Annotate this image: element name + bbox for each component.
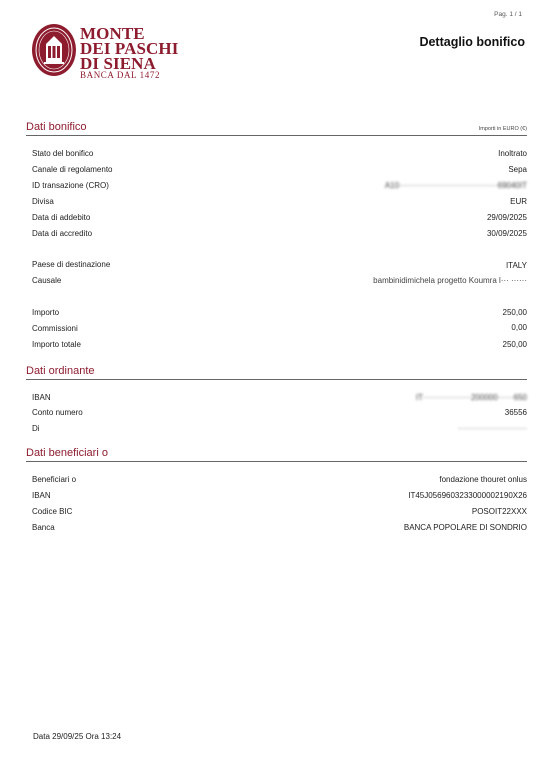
field-value: 36556 — [504, 408, 527, 417]
footer-date: Data 29/09/25 Ora 13:24 — [33, 732, 122, 741]
field-value: fondazione thouret onlus — [439, 475, 527, 484]
field-label: Di — [32, 424, 40, 433]
page-title: Dettaglio bonifico — [419, 35, 525, 49]
section-divider — [26, 379, 527, 380]
logo-text-banca-dal: BANCA DAL 1472 — [80, 70, 161, 80]
field-label: Beneficiari o — [32, 475, 77, 484]
field-value: Sepa — [508, 165, 527, 174]
field-value: 250,00 — [502, 308, 527, 317]
field-label: Divisa — [32, 197, 54, 206]
bank-seal-logo-icon — [30, 22, 78, 78]
logo-text-monte: MONTE — [80, 24, 145, 43]
field-label: IBAN — [32, 393, 51, 402]
field-label: Importo totale — [32, 340, 81, 349]
field-value-masked: ·························· — [457, 424, 527, 433]
currency-note: Importi in EURO (€) — [478, 126, 527, 132]
field-label: Data di accredito — [32, 229, 93, 238]
section-title-dati-ordinante: Dati ordinante — [26, 365, 95, 377]
field-value: IT45J0569603233000002190X26 — [408, 491, 527, 500]
field-value: POSOIT22XXX — [471, 507, 527, 516]
field-label: Stato del bonifico — [32, 149, 94, 158]
section-title-dati-beneficiario: Dati beneficiari o — [26, 447, 108, 459]
field-label: Banca — [32, 523, 55, 532]
field-label: Canale di regolamento — [32, 165, 113, 174]
field-label: Paese di destinazione — [32, 260, 111, 269]
field-value-masked: IT··················200000······650 — [415, 393, 527, 402]
field-label: Codice BIC — [32, 507, 73, 516]
section-divider — [26, 135, 527, 136]
field-value: bambinidimichela progetto Koumra l··· ······ — [373, 276, 527, 285]
section-title-dati-bonifico: Dati bonifico — [26, 121, 87, 133]
page-number: Pag. 1 / 1 — [494, 11, 522, 18]
field-value: 29/09/2025 — [486, 213, 527, 222]
field-value: ITALY — [505, 261, 527, 270]
logo-text-di-siena: DI SIENA — [80, 54, 156, 73]
field-value-masked: A10·····································69040IT — [384, 181, 527, 190]
field-label: IBAN — [32, 491, 51, 500]
field-label: ID transazione (CRO) — [32, 181, 109, 190]
field-value: 250,00 — [502, 340, 527, 349]
field-value: EUR — [510, 197, 527, 206]
field-label: Importo — [32, 308, 60, 317]
field-label: Commissioni — [32, 324, 78, 333]
field-value: Inoltrato — [498, 149, 527, 158]
field-label: Data di addebito — [32, 213, 91, 222]
field-label: Conto numero — [32, 408, 83, 417]
section-divider — [26, 461, 527, 462]
field-value: 30/09/2025 — [486, 229, 527, 238]
field-label: Causale — [32, 276, 62, 285]
logo-text-dei-paschi: DEI PASCHI — [80, 39, 179, 58]
field-value: BANCA POPOLARE DI SONDRIO — [403, 523, 527, 532]
field-value: 0,00 — [511, 323, 527, 332]
